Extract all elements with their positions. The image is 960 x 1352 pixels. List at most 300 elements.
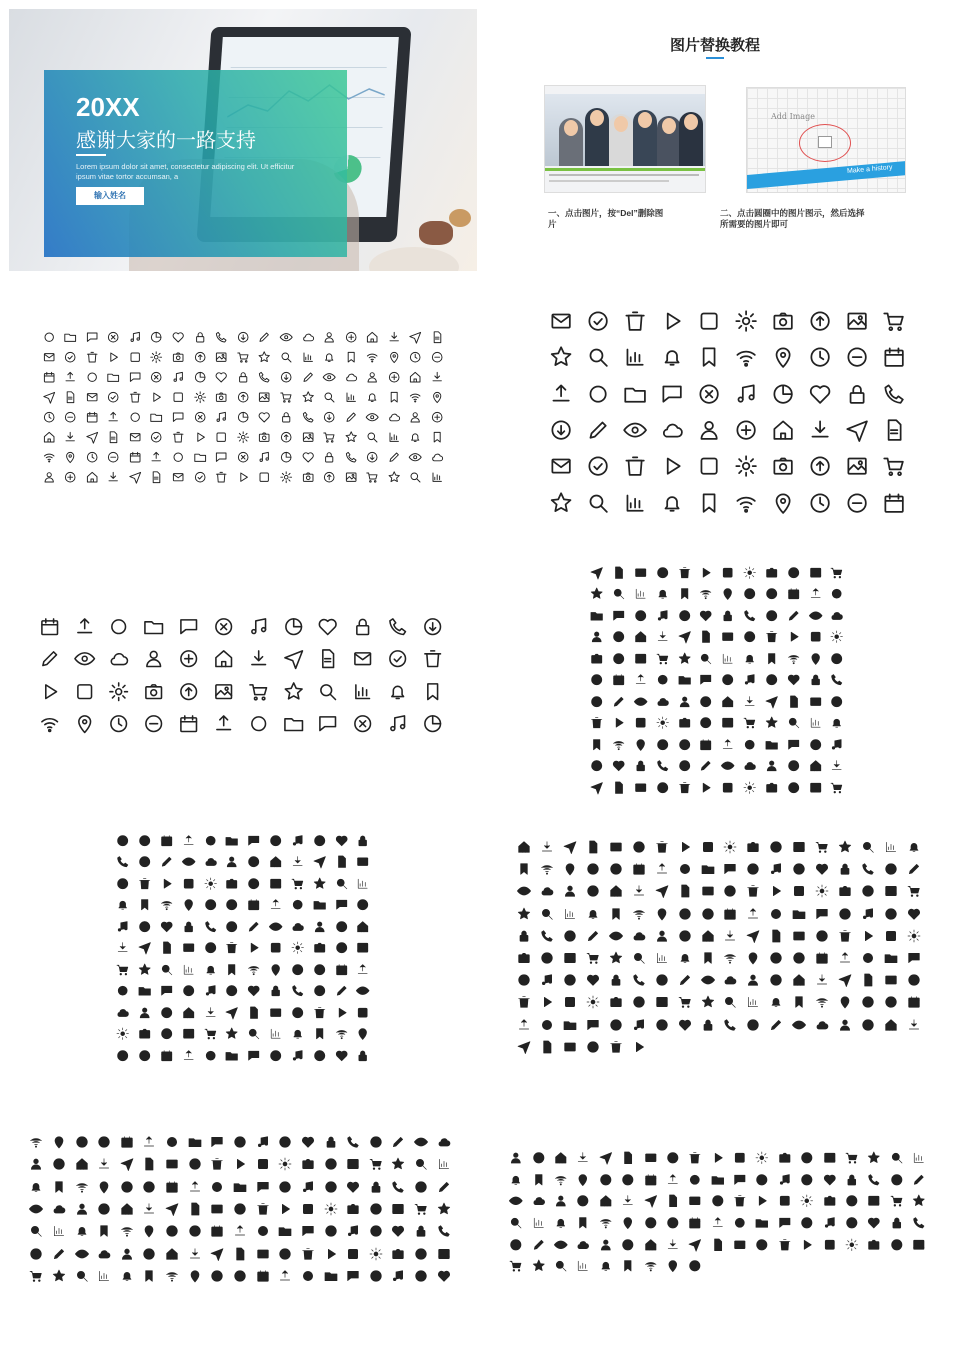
- cover-year: 20XX: [76, 92, 140, 122]
- user-icon: [745, 972, 761, 988]
- search-icon: [508, 1215, 524, 1231]
- minus-circle-icon: [844, 344, 870, 370]
- check-circle-icon: [585, 453, 611, 479]
- pie-icon: [368, 1223, 384, 1239]
- circle-icon: [164, 1134, 180, 1150]
- pencil-icon: [786, 608, 801, 623]
- document-icon: [246, 1005, 261, 1020]
- arrow-up-circle-icon: [539, 950, 555, 966]
- heart-icon: [334, 1048, 349, 1063]
- music-note-icon: [822, 1215, 838, 1231]
- arrow-down-circle-icon: [745, 1017, 761, 1033]
- camera-icon: [301, 470, 315, 484]
- search-icon: [553, 1258, 569, 1274]
- trash-icon: [654, 839, 670, 855]
- wifi-icon: [611, 737, 626, 752]
- pencil-icon: [344, 410, 358, 424]
- gear-icon: [906, 928, 922, 944]
- star-icon: [387, 470, 401, 484]
- bell-icon: [829, 715, 844, 730]
- heart-icon: [390, 1223, 406, 1239]
- bell-icon: [28, 1179, 44, 1195]
- play-icon: [323, 1246, 339, 1262]
- arrow-up-circle-icon: [611, 651, 626, 666]
- eye-icon: [408, 450, 422, 464]
- eye-icon: [791, 1017, 807, 1033]
- minus-circle-icon: [665, 1215, 681, 1231]
- wifi-icon: [733, 344, 759, 370]
- plus-circle-icon: [63, 470, 77, 484]
- heart-icon: [301, 450, 315, 464]
- bookmark-icon: [531, 1172, 547, 1188]
- check-circle-icon: [655, 565, 670, 580]
- close-circle-icon: [236, 450, 250, 464]
- check-circle-icon: [187, 1156, 203, 1172]
- upload-icon: [665, 1172, 681, 1188]
- chart-icon: [633, 586, 648, 601]
- lock-icon: [181, 919, 196, 934]
- cloud-icon: [829, 608, 844, 623]
- chat-icon: [345, 1268, 361, 1284]
- home-icon: [791, 972, 807, 988]
- user-icon: [589, 629, 604, 644]
- send-icon: [654, 883, 670, 899]
- trash-icon: [421, 647, 444, 670]
- bookmark-icon: [51, 1179, 67, 1195]
- bell-icon: [119, 1268, 135, 1284]
- user-icon: [42, 470, 56, 484]
- circle-icon: [585, 381, 611, 407]
- cart-icon: [322, 430, 336, 444]
- cloud-icon: [722, 972, 738, 988]
- location-pin-icon: [665, 1258, 681, 1274]
- trash-icon: [622, 453, 648, 479]
- minus-circle-icon: [677, 737, 692, 752]
- bookmark-icon: [421, 680, 444, 703]
- gear-icon: [149, 350, 163, 364]
- tutorial-image-people[interactable]: [544, 85, 706, 193]
- wifi-icon: [246, 962, 261, 977]
- lock-icon: [322, 450, 336, 464]
- trash-icon: [622, 308, 648, 334]
- arrow-down-circle-icon: [883, 861, 899, 877]
- bell-icon: [408, 430, 422, 444]
- camera-icon: [822, 1193, 838, 1209]
- chart-icon: [745, 994, 761, 1010]
- arrow-up-circle-icon: [889, 1237, 905, 1253]
- mail-icon: [720, 629, 735, 644]
- send-icon: [844, 417, 870, 443]
- close-circle-icon: [106, 330, 120, 344]
- chart-icon: [622, 490, 648, 516]
- home-icon: [85, 470, 99, 484]
- download-icon: [106, 470, 120, 484]
- folder-icon: [187, 1134, 203, 1150]
- heart-icon: [698, 608, 713, 623]
- chat-icon: [300, 1223, 316, 1239]
- chart-icon: [181, 962, 196, 977]
- mail-icon: [883, 972, 899, 988]
- mail-icon: [548, 308, 574, 334]
- chart-icon: [301, 350, 315, 364]
- cloud-icon: [344, 370, 358, 384]
- star-icon: [51, 1268, 67, 1284]
- location-pin-icon: [654, 906, 670, 922]
- cart-icon: [115, 962, 130, 977]
- image-icon: [866, 1193, 882, 1209]
- wifi-icon: [334, 1026, 349, 1041]
- image-icon[interactable]: [818, 136, 832, 148]
- square-icon: [128, 350, 142, 364]
- heart-icon: [906, 906, 922, 922]
- camera-icon: [345, 1201, 361, 1217]
- calendar-icon: [814, 950, 830, 966]
- lock-icon: [633, 758, 648, 773]
- minus-circle-icon: [141, 1179, 157, 1195]
- upload-icon: [516, 1017, 532, 1033]
- mail-icon: [171, 470, 185, 484]
- camera-icon: [137, 1026, 152, 1041]
- chat-icon: [246, 1048, 261, 1063]
- image-icon: [345, 1156, 361, 1172]
- cover-banner: [44, 70, 347, 257]
- eye-icon: [516, 883, 532, 899]
- music-note-icon: [860, 906, 876, 922]
- circle-icon: [742, 737, 757, 752]
- circle-icon: [203, 1048, 218, 1063]
- outline-large-icon-set: [543, 303, 913, 521]
- check-circle-icon: [585, 308, 611, 334]
- home-icon: [720, 694, 735, 709]
- tutorial-title: 图片替换教程: [669, 37, 760, 54]
- clock-icon: [677, 906, 693, 922]
- search-icon: [74, 1268, 90, 1284]
- phone-icon: [655, 758, 670, 773]
- minus-circle-icon: [142, 712, 165, 735]
- check-circle-icon: [631, 839, 647, 855]
- folder-icon: [622, 381, 648, 407]
- send-icon: [764, 694, 779, 709]
- calendar-icon: [159, 1048, 174, 1063]
- gear-icon: [193, 390, 207, 404]
- close-circle-icon: [608, 1017, 624, 1033]
- clock-icon: [860, 994, 876, 1010]
- cloud-icon: [539, 883, 555, 899]
- circle-icon: [860, 950, 876, 966]
- wifi-icon: [598, 1215, 614, 1231]
- music-note-icon: [171, 370, 185, 384]
- mail-icon: [85, 390, 99, 404]
- download-icon: [387, 330, 401, 344]
- music-note-icon: [203, 983, 218, 998]
- eye-icon: [279, 330, 293, 344]
- upload-icon: [63, 370, 77, 384]
- music-note-icon: [115, 919, 130, 934]
- camera-icon: [764, 780, 779, 795]
- folder-icon: [224, 1048, 239, 1063]
- gear-icon: [323, 1201, 339, 1217]
- document-icon: [539, 1039, 555, 1055]
- square-icon: [171, 390, 185, 404]
- close-circle-icon: [268, 833, 283, 848]
- eye-icon: [322, 370, 336, 384]
- check-circle-icon: [829, 694, 844, 709]
- close-circle-icon: [754, 1172, 770, 1188]
- star-icon: [589, 586, 604, 601]
- trash-icon: [128, 390, 142, 404]
- user-icon: [137, 1005, 152, 1020]
- tutorial-image-placeholder[interactable]: [746, 87, 906, 193]
- square-icon: [355, 1005, 370, 1020]
- minus-circle-icon: [137, 833, 152, 848]
- search-icon: [860, 839, 876, 855]
- cart-icon: [279, 390, 293, 404]
- send-icon: [312, 854, 327, 869]
- pie-icon: [883, 906, 899, 922]
- search-icon: [631, 950, 647, 966]
- calendar-icon: [164, 1179, 180, 1195]
- location-pin-icon: [96, 1179, 112, 1195]
- mail-icon: [255, 1246, 271, 1262]
- lock-icon: [808, 672, 823, 687]
- upload-icon: [73, 615, 96, 638]
- upload-icon: [181, 1048, 196, 1063]
- search-icon: [408, 470, 422, 484]
- lock-icon: [837, 861, 853, 877]
- phone-icon: [539, 928, 555, 944]
- arrow-up-circle-icon: [177, 680, 200, 703]
- location-pin-icon: [808, 651, 823, 666]
- lock-icon: [720, 608, 735, 623]
- bookmark-icon: [137, 897, 152, 912]
- folder-icon: [764, 737, 779, 752]
- calendar-icon: [209, 1223, 225, 1239]
- image-icon: [808, 780, 823, 795]
- clock-icon: [107, 712, 130, 735]
- cloud-icon: [814, 1017, 830, 1033]
- clock-icon: [115, 833, 130, 848]
- gear-icon: [585, 994, 601, 1010]
- bell-icon: [386, 680, 409, 703]
- lock-icon: [844, 381, 870, 407]
- chat-icon: [732, 1172, 748, 1188]
- arrow-up-circle-icon: [768, 839, 784, 855]
- upload-icon: [187, 1179, 203, 1195]
- close-circle-icon: [745, 861, 761, 877]
- user-icon: [654, 928, 670, 944]
- user-icon: [408, 410, 422, 424]
- plus-circle-icon: [786, 758, 801, 773]
- pencil-icon: [677, 972, 693, 988]
- minus-circle-icon: [224, 897, 239, 912]
- pencil-icon: [611, 694, 626, 709]
- document-icon: [786, 694, 801, 709]
- arrow-down-circle-icon: [236, 330, 250, 344]
- heart-icon: [611, 758, 626, 773]
- mail-icon: [808, 694, 823, 709]
- cart-icon: [236, 350, 250, 364]
- cloud-icon: [742, 758, 757, 773]
- star-icon: [344, 430, 358, 444]
- arrow-down-circle-icon: [677, 758, 692, 773]
- pencil-icon: [585, 928, 601, 944]
- home-icon: [808, 758, 823, 773]
- circle-icon: [300, 1268, 316, 1284]
- star-icon: [911, 1193, 927, 1209]
- star-icon: [700, 994, 716, 1010]
- trash-icon: [224, 940, 239, 955]
- close-circle-icon: [808, 737, 823, 752]
- lock-icon: [355, 833, 370, 848]
- image-icon: [181, 1026, 196, 1041]
- lock-icon: [889, 1215, 905, 1231]
- music-note-icon: [290, 833, 305, 848]
- wifi-icon: [38, 712, 61, 735]
- chat-icon: [659, 381, 685, 407]
- clock-icon: [164, 1223, 180, 1239]
- tutorial-step-1: 一、点击图片，按“Del”删除图片: [548, 208, 664, 229]
- clock-icon: [203, 897, 218, 912]
- image-icon: [720, 715, 735, 730]
- lock-icon: [844, 1172, 860, 1188]
- pencil-icon: [390, 1134, 406, 1150]
- cover-divider: [76, 154, 106, 156]
- phone-icon: [115, 854, 130, 869]
- send-icon: [677, 629, 692, 644]
- cart-icon: [413, 1201, 429, 1217]
- star-icon: [866, 1150, 882, 1166]
- mail-icon: [548, 453, 574, 479]
- eye-icon: [268, 919, 283, 934]
- arrow-up-circle-icon: [807, 453, 833, 479]
- bookmark-icon: [764, 651, 779, 666]
- camera-icon: [770, 308, 796, 334]
- send-icon: [408, 330, 422, 344]
- cart-icon: [368, 1156, 384, 1172]
- document-icon: [585, 839, 601, 855]
- cookie: [419, 221, 453, 245]
- enter-name-button[interactable]: 输入姓名: [76, 187, 144, 205]
- chart-icon: [531, 1215, 547, 1231]
- camera-icon: [677, 715, 692, 730]
- send-icon: [643, 1193, 659, 1209]
- calendar-icon: [128, 450, 142, 464]
- heart-icon: [334, 833, 349, 848]
- download-icon: [96, 1156, 112, 1172]
- music-note-icon: [255, 1134, 271, 1150]
- folder-icon: [277, 1223, 293, 1239]
- arrow-up-circle-icon: [279, 430, 293, 444]
- gear-icon: [742, 780, 757, 795]
- image-icon: [212, 680, 235, 703]
- upload-icon: [745, 906, 761, 922]
- search-icon: [585, 344, 611, 370]
- download-icon: [430, 370, 444, 384]
- square-icon: [700, 839, 716, 855]
- location-pin-icon: [355, 1026, 370, 1041]
- star-icon: [137, 962, 152, 977]
- plus-circle-icon: [141, 1246, 157, 1262]
- outline-small-icon-set: [38, 327, 448, 487]
- chat-icon: [214, 450, 228, 464]
- bell-icon: [742, 651, 757, 666]
- image-text-line: [549, 180, 669, 182]
- send-icon: [224, 1005, 239, 1020]
- cart-icon: [881, 453, 907, 479]
- pencil-icon: [911, 1172, 927, 1188]
- folder-icon: [137, 983, 152, 998]
- calendar-icon: [881, 344, 907, 370]
- add-image-label: Add Image: [771, 112, 815, 121]
- gear-icon: [733, 308, 759, 334]
- heart-icon: [786, 672, 801, 687]
- play-icon: [677, 839, 693, 855]
- close-circle-icon: [268, 1048, 283, 1063]
- chart-icon: [808, 715, 823, 730]
- search-icon: [722, 994, 738, 1010]
- location-pin-icon: [63, 450, 77, 464]
- play-icon: [539, 994, 555, 1010]
- document-icon: [768, 928, 784, 944]
- cart-icon: [655, 651, 670, 666]
- chat-icon: [906, 950, 922, 966]
- pie-icon: [844, 1215, 860, 1231]
- check-circle-icon: [386, 647, 409, 670]
- phone-icon: [631, 972, 647, 988]
- download-icon: [807, 417, 833, 443]
- location-pin-icon: [575, 1172, 591, 1188]
- send-icon: [164, 1201, 180, 1217]
- minus-circle-icon: [764, 586, 779, 601]
- location-pin-icon: [720, 586, 735, 601]
- close-circle-icon: [193, 410, 207, 424]
- camera-icon: [142, 680, 165, 703]
- arrow-down-circle-icon: [562, 928, 578, 944]
- location-pin-icon: [770, 490, 796, 516]
- circle-icon: [115, 983, 130, 998]
- folder-icon: [700, 861, 716, 877]
- calendar-icon: [722, 906, 738, 922]
- chat-icon: [334, 897, 349, 912]
- play-icon: [611, 715, 626, 730]
- cloud-icon: [96, 1246, 112, 1262]
- chat-icon: [209, 1134, 225, 1150]
- minus-circle-icon: [791, 950, 807, 966]
- user-icon: [764, 758, 779, 773]
- download-icon: [722, 928, 738, 944]
- chat-icon: [611, 608, 626, 623]
- arrow-up-circle-icon: [193, 350, 207, 364]
- calendar-icon: [786, 586, 801, 601]
- arrow-down-circle-icon: [137, 854, 152, 869]
- clock-icon: [807, 344, 833, 370]
- play-icon: [659, 453, 685, 479]
- trash-icon: [677, 780, 692, 795]
- upload-icon: [837, 950, 853, 966]
- clock-icon: [768, 950, 784, 966]
- home-icon: [181, 1005, 196, 1020]
- folder-icon: [883, 950, 899, 966]
- line-medium-icon-set: [32, 610, 450, 740]
- heart-icon: [300, 1134, 316, 1150]
- circle-icon: [732, 1215, 748, 1231]
- chart-icon: [720, 651, 735, 666]
- check-circle-icon: [754, 1237, 770, 1253]
- home-icon: [365, 330, 379, 344]
- pencil-icon: [51, 1246, 67, 1262]
- gear-icon: [722, 839, 738, 855]
- send-icon: [589, 780, 604, 795]
